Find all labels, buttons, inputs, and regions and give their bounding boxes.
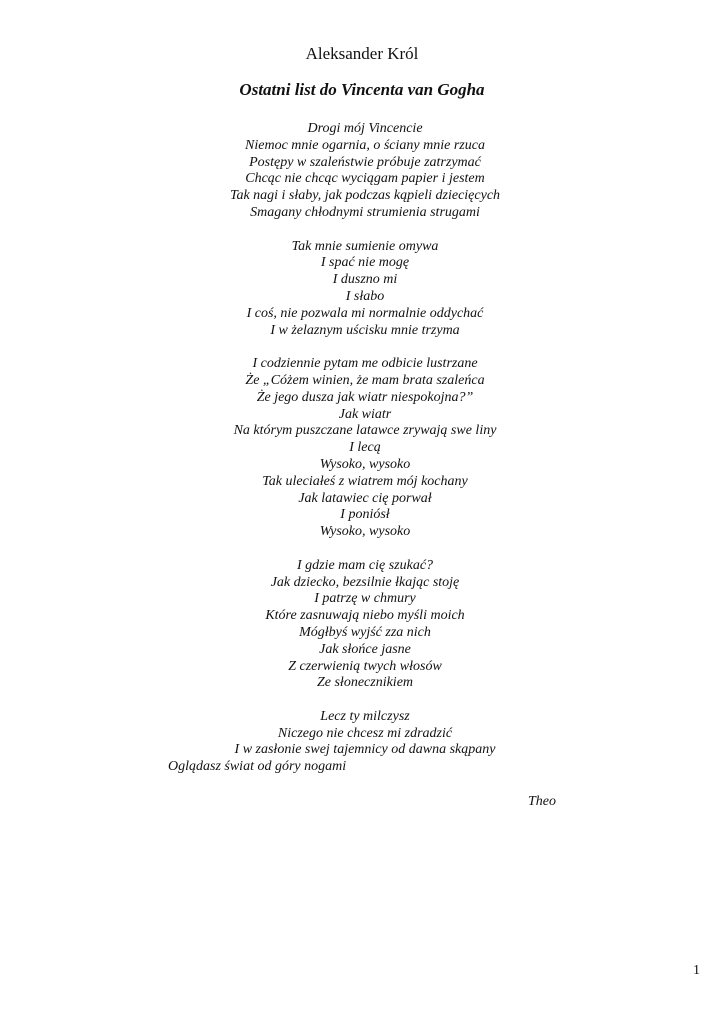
poem-line: I duszno mi (332, 272, 398, 288)
poem-title: Ostatni list do Vincenta van Gogha (239, 80, 485, 99)
poem-line: Smagany chłodnymi strumienia strugami (250, 204, 480, 220)
poem-line: Które zasnuwają niebo myśli moich (265, 608, 465, 624)
stanza (0, 558, 724, 692)
poem-line: I coś, nie pozwala mi normalnie oddychać (246, 305, 484, 321)
poem-line: Że jego dusza jak wiatr niespokojna?” (256, 389, 474, 405)
poem-line: Chcąc nie chcąc wyciągam papier i jestem (245, 171, 485, 187)
stanza (0, 121, 724, 222)
poem-line: Jak wiatr (338, 406, 392, 422)
stanza (0, 709, 724, 776)
page-number: 1 (693, 963, 700, 978)
poem-line: Że „Cóżem winien, że mam brata szaleńca (245, 372, 485, 388)
poem-line: Jak słońce jasne (319, 641, 411, 657)
poem-line: I słabo (345, 288, 385, 304)
author-name: Aleksander Król (305, 44, 419, 63)
poem-line: I codziennie pytam me odbicie lustrzane (252, 356, 478, 372)
poem-line: Lecz ty milczysz (320, 708, 410, 724)
poem-line: I spać nie mogę (320, 255, 410, 271)
poem-line: Postępy w szaleństwie próbuje zatrzymać (249, 154, 481, 170)
poem-line: Wysoko, wysoko (319, 524, 411, 540)
poem-line: I w zasłonie swej tajemnicy od dawna skąpany (234, 742, 496, 758)
poem-line: Niemoc mnie ogarnia, o ściany mnie rzuca (245, 137, 485, 153)
stanza (0, 239, 724, 340)
poem-line: Z czerwienią twych włosów (288, 658, 442, 674)
signature: Theo (528, 794, 556, 809)
poem-line: Niczego nie chcesz mi zdradzić (277, 725, 453, 741)
poem-line: Wysoko, wysoko (319, 456, 411, 472)
poem-line: Tak mnie sumienie omywa (291, 238, 439, 254)
poem-line: I gdzie mam cię szukać? (296, 557, 434, 573)
poem-line: Tak uleciałeś z wiatrem mój kochany (262, 473, 468, 489)
poem-body (0, 121, 724, 776)
poem-line: Jak latawiec cię porwał (298, 490, 432, 506)
stanza (0, 356, 724, 541)
poem-line: Na którym puszczane latawce zrywają swe liny (233, 423, 497, 439)
poem-final-line: Oglądasz świat od góry nogami (168, 759, 347, 775)
poem-line: I poniósł (340, 507, 390, 523)
poem-line: Tak nagi i słaby, jak podczas kąpieli dziecięcych (229, 188, 501, 204)
poem-line: I patrzę w chmury (314, 591, 416, 607)
poem-line: I lecą (349, 440, 381, 456)
poem-line: I w żelaznym uścisku mnie trzyma (270, 322, 460, 338)
poem-line: Jak dziecko, bezsilnie łkając stoję (270, 574, 460, 590)
poem-line: Ze słonecznikiem (316, 675, 414, 691)
poem-line: Drogi mój Vincencie (307, 121, 423, 136)
poem-line: Mógłbyś wyjść zza nich (299, 624, 431, 640)
